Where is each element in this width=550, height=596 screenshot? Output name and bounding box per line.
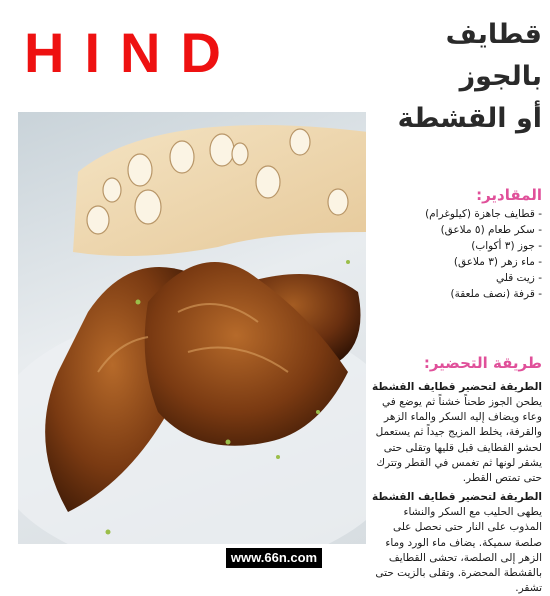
logo-text: HIND bbox=[24, 21, 241, 84]
dessert-photo bbox=[18, 112, 366, 544]
brand-logo bbox=[20, 14, 365, 112]
ingredient-item: - سكر طعام (٥ ملاعق) bbox=[372, 222, 542, 238]
ingredient-item: - قطايف جاهزة (كيلوغرام) bbox=[372, 206, 542, 222]
recipe-title bbox=[372, 14, 542, 140]
recipe-column bbox=[372, 14, 542, 595]
ingredient-item: - ماء زهر (٣ ملاعق) bbox=[372, 254, 542, 270]
title-line-2: أو القشطة bbox=[397, 103, 542, 134]
ingredients-heading: المقادير: bbox=[476, 186, 542, 204]
ingredient-item: - زيت قلي bbox=[372, 270, 542, 286]
method-cream-heading: الطريقة لتحضير قطايف القشطة bbox=[372, 491, 542, 504]
method-walnut-heading: الطريقة لتحضير قطايف القشطة bbox=[372, 381, 542, 393]
method-heading: طريقة التحضير: bbox=[423, 354, 542, 372]
qatayef-illustration bbox=[18, 112, 366, 544]
ingredient-item: - قرفة (نصف ملعقة) bbox=[372, 286, 542, 302]
ingredient-item: - جوز (٣ أكواب) bbox=[372, 238, 542, 254]
ingredients-list bbox=[372, 206, 542, 302]
method-cream-text: يطهى الحليب مع السكر والنشاء المذوب على النار حتى نحصل على صلصة سميكة. يضاف ماء الورد وماء الزهر إلى الصلصة، تحشى القطايف بالقشطة المحضرة. وتقلى بالزيت حتى تشقر. bbox=[375, 506, 542, 595]
method-walnut-text: يطحن الجوز طحناً خشناً ثم يوضع في وعاء ويضاف إليه السكر والماء الزهر والقرفة، يخلط المزيج جيداً ثم يستعمل لحشو القطايف قبل قليها وتقلى حتى يشقر لونها ثم تغمس في القطر وتترك حتى تمتص القطر. bbox=[375, 396, 542, 485]
website-url[interactable]: www.66n.com bbox=[226, 548, 322, 568]
title-line-1: قطايف بالجوز bbox=[445, 19, 542, 92]
